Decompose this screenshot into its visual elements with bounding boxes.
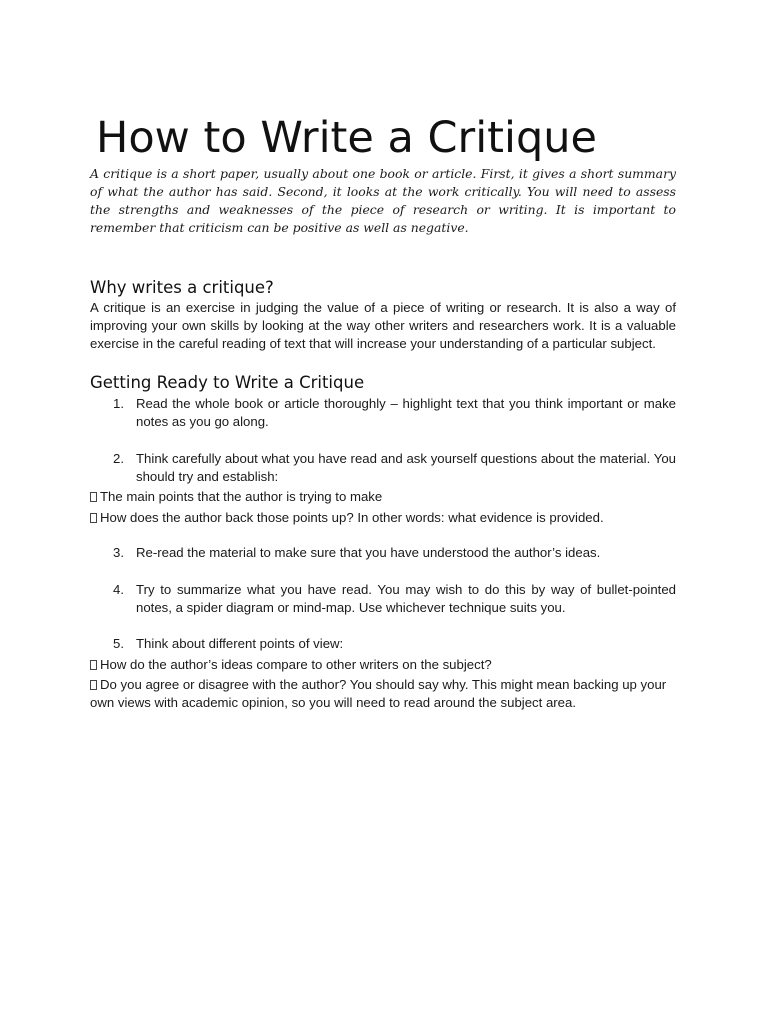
sub-point-text: Do you agree or disagree with the author? You should say why. This might mean backing up your own views with academic opinion, so you will need to read around the subject area. — [90, 677, 667, 710]
missing-glyph-icon — [90, 492, 97, 502]
step-text: Think carefully about what you have read and ask yourself questions about the material. You should try and establish: — [136, 451, 676, 484]
sub-point-text: How does the author back those points up? In other words: what evidence is provided. — [100, 510, 604, 525]
missing-glyph-icon — [90, 513, 97, 523]
why-paragraph: A critique is an exercise in judging the value of a piece of writing or research. It is also a way of improving your own skills by looking at the way other writers and researchers work. It is a valuable exercise in the careful reading of text that will increase your understanding of a particular subject. — [90, 300, 676, 351]
sub-point — [90, 509, 676, 527]
list-item-step-2 — [90, 450, 676, 486]
list-item-step-3 — [90, 544, 676, 562]
list-item-step-4 — [90, 581, 676, 617]
document-title: How to Write a Critique — [96, 113, 597, 163]
step-number: 5. — [113, 636, 124, 651]
sub-point — [90, 656, 676, 674]
step-text: Re-read the material to make sure that you have understood the author’s ideas. — [136, 545, 601, 560]
step-text: Think about different points of view: — [136, 636, 344, 651]
step-number: 4. — [113, 582, 124, 597]
sub-point — [90, 488, 676, 506]
sub-point — [90, 676, 676, 712]
intro-paragraph: A critique is a short paper, usually about one book or article. First, it gives a short summary of what the author has said. Second, it looks at the work critically. You will need to assess the strengths and weaknesses of the piece of research or writing. It is important to remember that criticism can be positive as well as negative. — [90, 166, 676, 235]
step-number: 1. — [113, 396, 124, 411]
step-number: 3. — [113, 545, 124, 560]
section-heading-why: Why writes a critique? — [90, 278, 274, 297]
step-number: 2. — [113, 451, 124, 466]
missing-glyph-icon — [90, 680, 97, 690]
missing-glyph-icon — [90, 660, 97, 670]
sub-point-text: How do the author’s ideas compare to other writers on the subject? — [100, 657, 492, 672]
step-text: Try to summarize what you have read. You may wish to do this by way of bullet-pointed notes, a spider diagram or mind-map. Use whichever technique suits you. — [136, 582, 676, 615]
section-heading-getting-ready: Getting Ready to Write a Critique — [90, 373, 365, 392]
list-item-step-5 — [90, 635, 676, 653]
step-text: Read the whole book or article thoroughly – highlight text that you think important or make notes as you go along. — [136, 396, 676, 429]
sub-point-text: The main points that the author is trying to make — [100, 489, 383, 504]
list-item-step-1 — [90, 395, 676, 431]
